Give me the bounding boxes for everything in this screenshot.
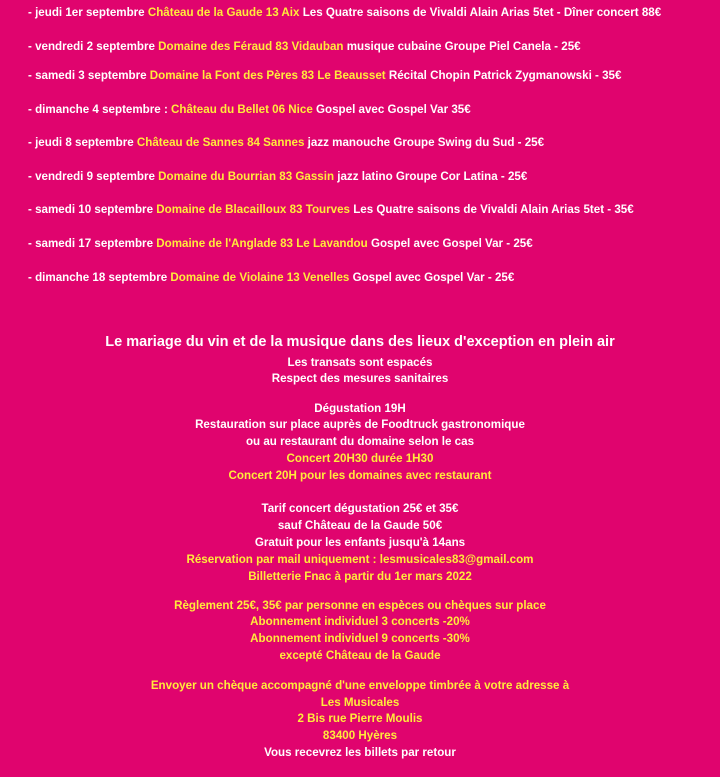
info-line: Billetterie Fnac à partir du 1er mars 2022 [248,570,472,583]
info-line: Gratuit pour les enfants jusqu'à 14ans [254,536,466,549]
event-venue: Domaine des Féraud 83 Vidauban [158,40,344,53]
info-line: ou au restaurant du domaine selon le cas [245,435,475,448]
event-details: Récital Chopin Patrick Zygmanowski - 35€ [385,69,622,82]
info-line: Respect des mesures sanitaires [271,372,449,385]
info-line: Abonnement individuel 9 concerts -30% [250,632,470,645]
event-item [28,271,514,285]
event-item [28,6,661,20]
event-details: Gospel avec Gospel Var - 25€ [349,271,515,284]
info-line: Restauration sur place auprès de Foodtruck gastronomique [195,418,525,431]
event-details: Gospel avec Gospel Var - 25€ [367,237,533,250]
event-date: - samedi 3 septembre [28,69,150,82]
info-line: sauf Château de la Gaude 50€ [277,519,443,532]
event-venue: Château de Sannes 84 Sannes [136,136,305,149]
event-details: Gospel avec Gospel Var 35€ [312,103,471,116]
info-line: Envoyer un chèque accompagné d'une enveloppe timbrée à votre adresse à [150,679,570,692]
address-street: 2 Bis rue Pierre Moulis [297,712,423,725]
event-date: - jeudi 8 septembre [28,136,137,149]
info-line: Abonnement individuel 3 concerts -20% [250,615,470,628]
info-line: Concert 20H pour les domaines avec restaurant [228,469,492,482]
event-venue: Domaine de l'Anglade 83 Le Lavandou [156,237,368,250]
event-date: - dimanche 18 septembre [28,271,171,284]
info-line: Règlement 25€, 35€ par personne en espèces ou chèques sur place [174,599,546,612]
info-line: excepté Château de la Gaude [279,649,441,662]
event-details: musique cubaine Groupe Piel Canela - 25€ [343,40,581,53]
info-line: Dégustation 19H [314,402,406,415]
event-item [28,237,533,251]
event-date: - vendredi 2 septembre [28,40,159,53]
event-venue: Château de la Gaude 13 Aix [147,6,300,19]
info-line: Les transats sont espacés [287,356,433,369]
headline: Le mariage du vin et de la musique dans des lieux d'exception en plein air [105,334,615,350]
event-venue: Domaine de Violaine 13 Venelles [170,271,350,284]
address-city: 83400 Hyères [322,729,398,742]
event-item [28,103,471,117]
event-venue: Domaine du Bourrian 83 Gassin [158,170,335,183]
event-details: Les Quatre saisons de Vivaldi Alain Arias 5tet - 35€ [349,203,634,216]
info-line: Vous recevrez les billets par retour [264,746,456,759]
event-item [28,69,621,83]
event-item [28,170,527,184]
address-name: Les Musicales [320,696,400,709]
event-item [28,136,544,150]
event-details: Les Quatre saisons de Vivaldi Alain Arias 5tet - Dîner concert 88€ [299,6,662,19]
event-date: - jeudi 1er septembre [28,6,148,19]
email-line: Réservation par mail uniquement : lesmusicales83@gmail.com [186,553,534,566]
event-date: - samedi 10 septembre [28,203,157,216]
info-line: Concert 20H30 durée 1H30 [286,452,434,465]
event-venue: Domaine de Blacailloux 83 Tourves [156,203,350,216]
event-details: jazz latino Groupe Cor Latina - 25€ [334,170,528,183]
event-item [28,203,634,217]
event-item [28,40,581,54]
info-line: Tarif concert dégustation 25€ et 35€ [261,502,459,515]
event-venue: Château du Bellet 06 Nice [171,103,313,116]
event-details: jazz manouche Groupe Swing du Sud - 25€ [304,136,545,149]
event-date: - dimanche 4 septembre : [28,103,172,116]
event-date: - samedi 17 septembre [28,237,157,250]
event-venue: Domaine la Font des Pères 83 Le Beausset [149,69,386,82]
event-date: - vendredi 9 septembre [28,170,159,183]
